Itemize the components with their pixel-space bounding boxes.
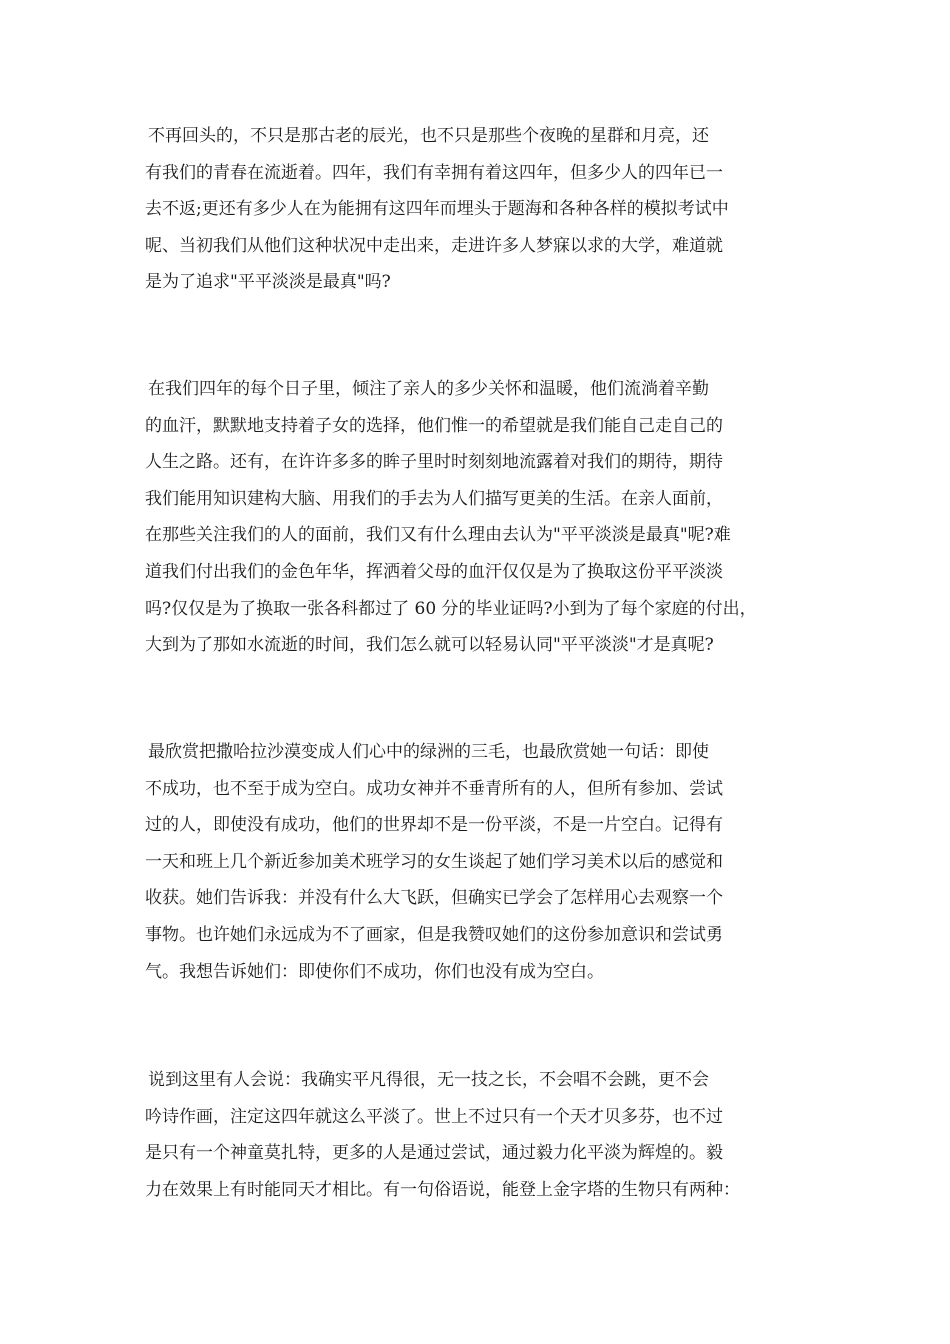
paragraph-line: 不成功，也不至于成为空白。成功女神并不垂青所有的人，但所有参加、尝试: [145, 778, 723, 799]
paragraph-3: [145, 734, 810, 990]
paragraph-line: 一天和班上几个新近参加美术班学习的女生谈起了她们学习美术以后的感觉和: [145, 851, 723, 872]
paragraph-line: 过的人，即使没有成功，他们的世界却不是一份平淡，不是一片空白。记得有: [145, 815, 723, 836]
paragraph-line: 去不返;更还有多少人在为能拥有这四年而埋头于题海和各种各样的模拟考试中: [145, 199, 729, 220]
paragraph-line: 道我们付出我们的金色年华，挥洒着父母的血汗仅仅是为了换取这份平平淡淡: [145, 561, 723, 582]
paragraph-line: 在我们四年的每个日子里，倾注了亲人的多少关怀和温暖，他们流淌着辛勤: [148, 379, 709, 399]
paragraph-line: 是为了追求"平平淡淡是最真"吗?: [145, 272, 391, 293]
paragraph-line: 气。我想告诉她们：即使你们不成功，你们也没有成为空白。: [145, 961, 604, 982]
paragraph-4: [145, 1062, 810, 1208]
paragraph-line: 收获。她们告诉我：并没有什么大飞跃，但确实已学会了怎样用心去观察一个: [145, 888, 723, 909]
paragraph-line: 的血汗，默默地支持着子女的选择，他们惟一的希望就是我们能自己走自己的: [145, 415, 723, 436]
paragraph-line: 说到这里有人会说：我确实平凡得很，无一技之长，不会唱不会跳，更不会: [148, 1070, 709, 1090]
paragraph-line: 大到为了那如水流逝的时间，我们怎么就可以轻易认同"平平淡淡"才是真呢?: [145, 635, 714, 656]
paragraph-line: 吗?仅仅是为了换取一张各科都过了 60 分的毕业证吗?小到为了每个家庭的付出，: [145, 598, 757, 619]
paragraph-line: 我们能用知识建构大脑、用我们的手去为人们描写更美的生活。在亲人面前，: [145, 488, 723, 509]
paragraph-line: 有我们的青春在流逝着。四年，我们有幸拥有着这四年，但多少人的四年已一: [145, 162, 723, 183]
paragraph-line: 不再回头的，不只是那古老的辰光，也不只是那些个夜晚的星群和月亮，还: [148, 126, 709, 146]
paragraph-2: [145, 371, 810, 664]
paragraph-line: 最欣赏把撒哈拉沙漠变成人们心中的绿洲的三毛，也最欣赏她一句话：即使: [148, 742, 709, 762]
paragraph-line: 是只有一个神童莫扎特，更多的人是通过尝试，通过毅力化平淡为辉煌的。毅: [145, 1143, 723, 1164]
paragraph-1: [145, 118, 810, 301]
paragraph-line: 事物。也许她们永远成为不了画家，但是我赞叹她们的这份参加意识和尝试勇: [145, 924, 723, 945]
paragraph-line: 呢、当初我们从他们这种状况中走出来，走进许多人梦寐以求的大学，难道就: [145, 235, 723, 256]
paragraph-line: 在那些关注我们的人的面前，我们又有什么理由去认为"平平淡淡是最真"呢?难: [145, 525, 731, 546]
paragraph-line: 力在效果上有时能同天才相比。有一句俗语说，能登上金字塔的生物只有两种：: [145, 1179, 740, 1200]
paragraph-line: 吟诗作画，注定这四年就这么平淡了。世上不过只有一个天才贝多芬，也不过: [145, 1106, 723, 1127]
paragraph-line: 人生之路。还有，在许许多多的眸子里时时刻刻地流露着对我们的期待，期待: [145, 452, 723, 473]
